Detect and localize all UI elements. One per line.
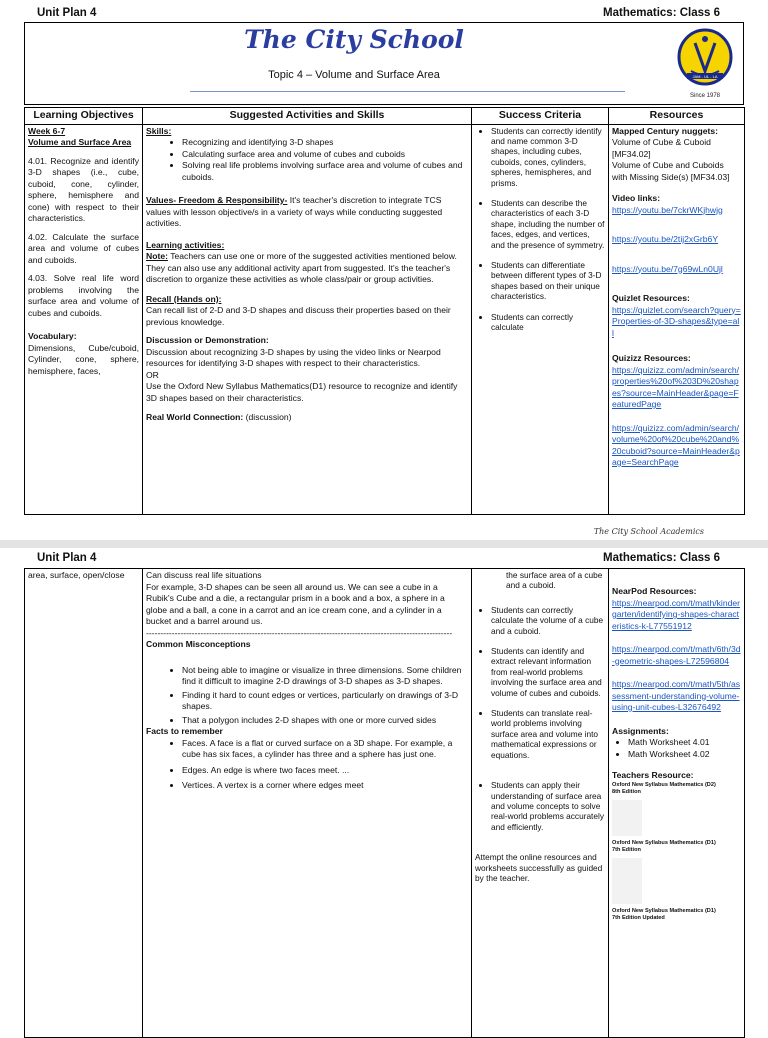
oxford-text: Use the Oxford New Syllabus Mathematics(D1) resource to recognize and identify 3D shapes based on their characteristics. [146, 381, 458, 403]
title-underline [190, 91, 625, 92]
recall-text: Can recall list of 2-D and 3-D shapes and discuss their properties based on their previous knowledge. [146, 305, 451, 327]
week-label: Week 6-7 [28, 125, 66, 136]
plan-table-page-2 [24, 568, 745, 1038]
success-item: • Students can describe the characteristics of each 3-D shape, including the number of faces, edges, and vertices, and the presence of symmetry. [491, 198, 605, 250]
dashed-separator: ----------------------------------------------------------------------------------------------------------- [146, 627, 453, 638]
book-title: Oxford New Syllabus Mathematics (D1) [612, 839, 716, 846]
skill-item: • Solving real life problems involving surface area and volume of cubes and cuboids. [182, 160, 468, 183]
skills-label: Skills: [146, 125, 172, 136]
real-world-intro: Can discuss real life situations [146, 570, 262, 580]
note-text: Teachers can use one or more of the suggested activities mentioned below. They can also use any additional activity apart from suggested. It's the teacher's discretion to organize these activities as whole class/pair or group activities. [146, 251, 457, 284]
success-item: • Students can correctly identify and name common 3-D shapes, including cubes, cuboids, cones, cylinders, spheres, hemispheres, and prisms. [491, 126, 605, 188]
book-cover-image [612, 858, 642, 904]
logo-since: Since 1978 [689, 93, 721, 99]
assignments-list [612, 737, 741, 760]
quizizz-link[interactable]: https://quizizz.com/admin/search/volume%20of%20cube%20and%20cuboid?source=MainHeader&page=SearchPage [612, 422, 740, 467]
subject-header: Mathematics: Class 6 [603, 7, 720, 19]
discussion-label: Discussion or Demonstration: [146, 335, 269, 345]
fact-item: • Faces. A face is a flat or curved surface on a 3D shape. For example, a cube has six faces, a cylinder has three and a sphere has just one. [182, 738, 468, 761]
footer-signature: The City School Academics [593, 527, 704, 536]
logo-motto: JAM - UL - LA [692, 74, 718, 79]
real-world-example: For example, 3-D shapes can be seen all around us. We can see a cube in a Rubik's Cube and a die, a rectangular prism in a book and a box, a sphere in a globe and a ball, a cone in a carrot and an ice cream cone, and a cylinder in a bucket and a barrel around us. [146, 581, 445, 626]
assignment-item: • Math Worksheet 4.02 [628, 749, 741, 761]
school-name: The City School [244, 25, 464, 54]
success-item: • Students can identify and extract relevant information from real-world problems involving the surface area and volume of cubes and cuboids. [491, 646, 605, 698]
values-text: It's teacher's discretion to integrate TCS values with lesson objective/s in a variety of ways while conducting suggested activities. [146, 195, 443, 228]
skill-item: • Calculating surface area and volume of cubes and cuboids [182, 149, 468, 161]
vocabulary-text: Dimensions, Cube/cuboid, Cylinder, cone, sphere, hemisphere, faces, [28, 342, 139, 376]
success-footer: Attempt the online resources and worksheets successfully as guided by the teacher. [475, 852, 603, 883]
success-item: • Students can apply their understanding of surface area and volume concepts to solve real-world problems accurately and efficiently. [491, 780, 605, 832]
vocabulary-text: area, surface, open/close [28, 570, 125, 580]
video-links-label: Video links: [612, 193, 661, 203]
subject-header: Mathematics: Class 6 [603, 552, 720, 564]
discussion-text: Discussion about recognizing 3-D shapes by using the video links or Nearpod resources for identifying 3-D shapes with respect to their characteristics. [146, 346, 441, 368]
misconception-item: • Finding it hard to count edges or vertices, particularly on drawings of 3-D shapes. [182, 690, 468, 713]
quizizz-label: Quizizz Resources: [612, 353, 691, 363]
century-label: Mapped Century nuggets: [612, 125, 718, 136]
book-title: Oxford New Syllabus Mathematics (D1) [612, 907, 716, 914]
col-activities: Suggested Activities and Skills [143, 108, 472, 125]
plan-table-page-1 [24, 107, 745, 515]
vocabulary-label: Vocabulary: [28, 331, 77, 341]
video-link[interactable]: https://youtu.be/7ckrWKjhwjg [612, 204, 723, 215]
real-world-paragraph [146, 412, 468, 424]
real-world-text: (discussion) [243, 412, 292, 422]
values-paragraph [146, 195, 468, 230]
century-nugget: Volume of Cube & Cuboid [MF34.02] [612, 137, 711, 159]
nearpod-link[interactable]: https://nearpod.com/t/math/6th/3d-geometric-shapes-L72596804 [612, 644, 741, 666]
misconception-item: • Not being able to imagine or visualize in three dimensions. Some children find it difficult to imagine 2-D drawings of 3-D shapes as 3-D shapes. [182, 665, 468, 688]
facts-label: Facts to remember [146, 726, 223, 736]
objectives-cell [25, 569, 143, 1038]
success-item: • Students can translate real-world problems involving surface area and volume into mathematical expressions or equations. [491, 708, 605, 760]
page-divider [0, 540, 768, 548]
topic-title: Topic 4 – Volume and Surface Area [268, 69, 440, 81]
fact-item: • Vertices. A vertex is a corner where edges meet [182, 780, 468, 792]
facts-list [146, 738, 468, 792]
nearpod-link[interactable]: https://nearpod.com/t/math/kindergarten/identifying-shapes-characteristics-k-L77551912 [612, 597, 741, 631]
or-text: OR [146, 369, 159, 380]
book-edition: 7th Edition Updated [612, 914, 665, 921]
assignments-label: Assignments: [612, 725, 669, 736]
success-list [475, 605, 605, 832]
century-nugget: Volume of Cube and Cuboids with Missing Side(s) [MF34.03] [612, 160, 730, 182]
misconceptions-list [146, 665, 468, 727]
skills-list [146, 137, 468, 183]
objective-4-02: 4.02. Calculate the surface area and volume of cubes and cuboids. [28, 231, 139, 265]
teachers-resource-label: Teachers Resource: [612, 770, 694, 780]
objective-4-03: 4.03. Solve real life word problems involving the surface area and volume of cubes and cuboids. [28, 273, 139, 318]
activities-cell [143, 569, 472, 1038]
objective-title: Volume and Surface Area [28, 137, 132, 147]
unit-plan-header: Unit Plan 4 [37, 7, 97, 19]
book-edition: 7th Edition [612, 846, 641, 853]
success-item: • Students can correctly calculate the volume of a cube and a cuboid. [491, 605, 605, 636]
assignment-item: • Math Worksheet 4.01 [628, 737, 741, 749]
recall-label: Recall (Hands on): [146, 293, 222, 304]
col-resources: Resources [609, 108, 745, 125]
resources-cell [609, 124, 745, 514]
real-world-label: Real World Connection: [146, 412, 244, 422]
unit-plan-header: Unit Plan 4 [37, 552, 97, 564]
success-criteria-cell [472, 124, 609, 514]
note-paragraph [146, 251, 468, 286]
objectives-cell [25, 124, 143, 514]
success-item: • Students can correctly calculate [491, 312, 605, 333]
success-item: • Students can differentiate between different types of 3-D shapes based on their unique characteristics. [491, 260, 605, 302]
nearpod-link[interactable]: https://nearpod.com/t/math/5th/assessment-understanding-volume-using-unit-cubes-L32676492 [612, 679, 741, 712]
learning-activities-label: Learning activities: [146, 239, 225, 250]
resources-cell [609, 569, 745, 1038]
fact-item: • Edges. An edge is where two faces meet. ... [182, 765, 468, 777]
success-continued: the surface area of a cube and a cuboid. [506, 570, 603, 591]
success-list [475, 126, 605, 333]
book-edition: 8th Edition [612, 788, 641, 795]
title-box [24, 22, 744, 105]
col-success-criteria: Success Criteria [472, 108, 609, 125]
success-criteria-cell [472, 569, 609, 1038]
values-label: Values- Freedom & Responsibility- [146, 195, 288, 205]
activities-cell [143, 124, 472, 514]
note-label: Note: [146, 251, 168, 261]
nearpod-label: NearPod Resources: [612, 586, 697, 596]
objective-4-01: 4.01. Recognize and identify 3-D shapes (i.e., cube, cuboid, cone, cylinder, sphere, hemisphere and cone) with respect to their characteristics. [28, 155, 139, 223]
misconception-item: • That a polygon includes 2-D shapes with one or more curved sides [182, 715, 468, 727]
video-link[interactable]: https://youtu.be/2tij2xGrb6Y [612, 234, 719, 244]
school-logo [673, 27, 737, 103]
col-learning-objectives: Learning Objectives [25, 108, 143, 125]
table-header-row [25, 108, 745, 125]
quizlet-label: Quizlet Resources: [612, 293, 690, 303]
skill-item: • Recognizing and identifying 3-D shapes [182, 137, 468, 149]
book-title: Oxford New Syllabus Mathematics (D2) [612, 781, 716, 788]
misconceptions-label: Common Misconceptions [146, 639, 251, 649]
table-body-row [25, 124, 745, 514]
table-body-row [25, 569, 745, 1038]
quizizz-link[interactable]: https://quizizz.com/admin/search/properties%20of%203D%20shapes?source=MainHeader&page=FeaturedPage [612, 364, 740, 409]
video-link[interactable]: https://youtu.be/7g69wLn0Ujl [612, 263, 723, 274]
page-2 [0, 548, 768, 1024]
quizlet-link[interactable]: https://quizlet.com/search?query=Properties-of-3D-shapes&type=all [612, 304, 741, 338]
book-cover-image [612, 800, 642, 836]
